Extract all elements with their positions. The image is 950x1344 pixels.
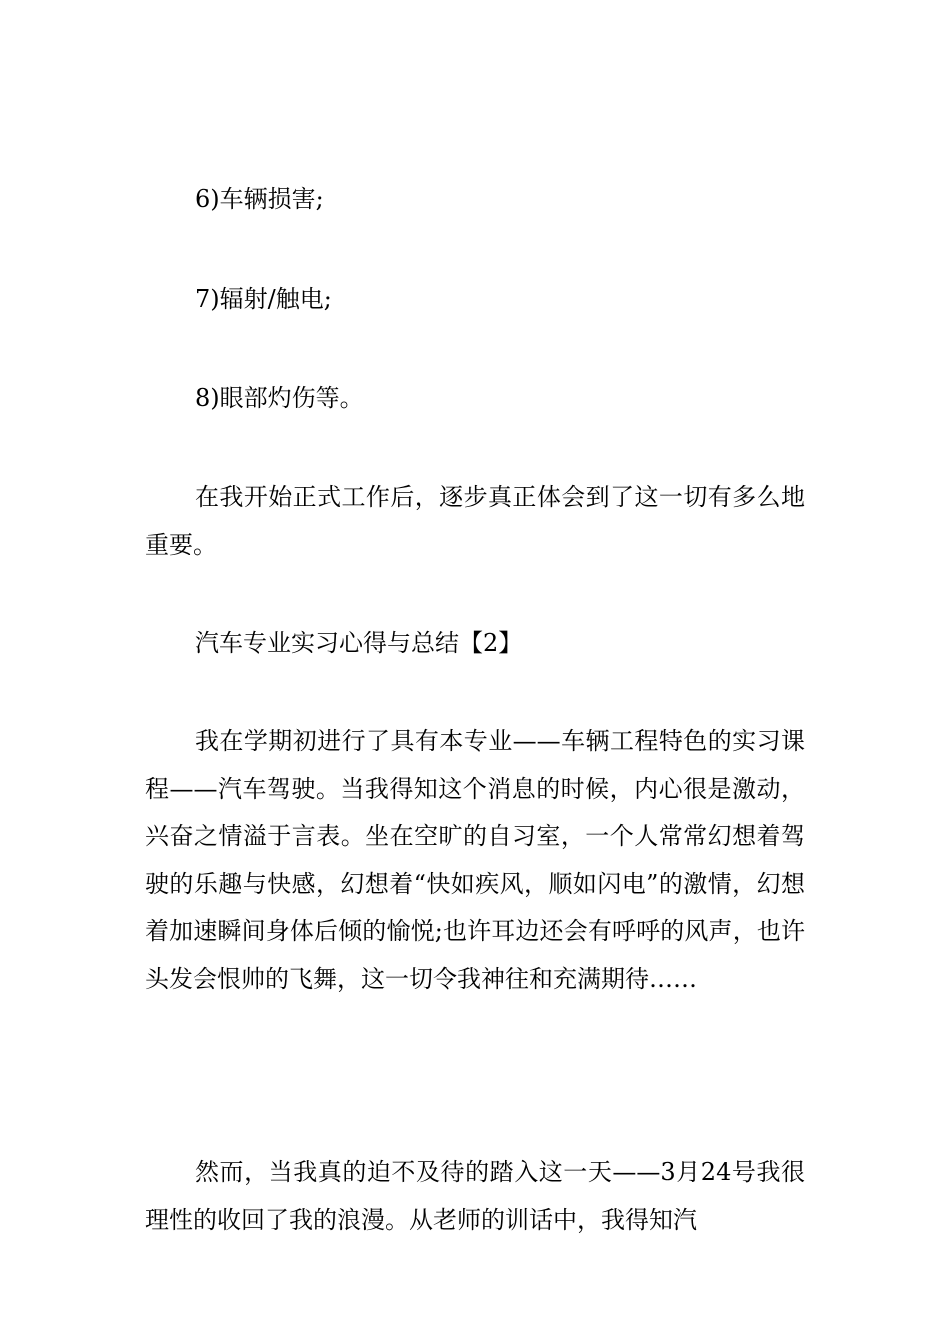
list-item-7: 7)辐射/触电; [195,285,332,313]
paragraph-first-day: 然而，当我真的迫不及待的踏入这一天——3月24号我很理性的收回了我的浪漫。从老师的训话中，我得知汽 [145,1158,805,1234]
paragraph-driving-course: 我在学期初进行了具有本专业——车辆工程特色的实习课程——汽车驾驶。当我得知这个消息的时候，内心很是激动，兴奋之情溢于言表。坐在空旷的自习室，一个人常常幻想着驾驶的乐趣与快感，幻想着“快如疾风，顺如闪电”的激情，幻想着加速瞬间身体后倾的愉悦;也许耳边还会有呼呼的风声，也许头发会恨帅的飞舞，这一切令我神往和充满期待…… [145,727,805,993]
section-heading: 汽车专业实习心得与总结【2】 [195,629,523,657]
list-item-8: 8)眼部灼伤等。 [195,384,364,412]
list-item-6: 6)车辆损害; [195,185,324,213]
paragraph-work-importance: 在我开始正式工作后，逐步真正体会到了这一切有多么地重要。 [145,483,805,559]
